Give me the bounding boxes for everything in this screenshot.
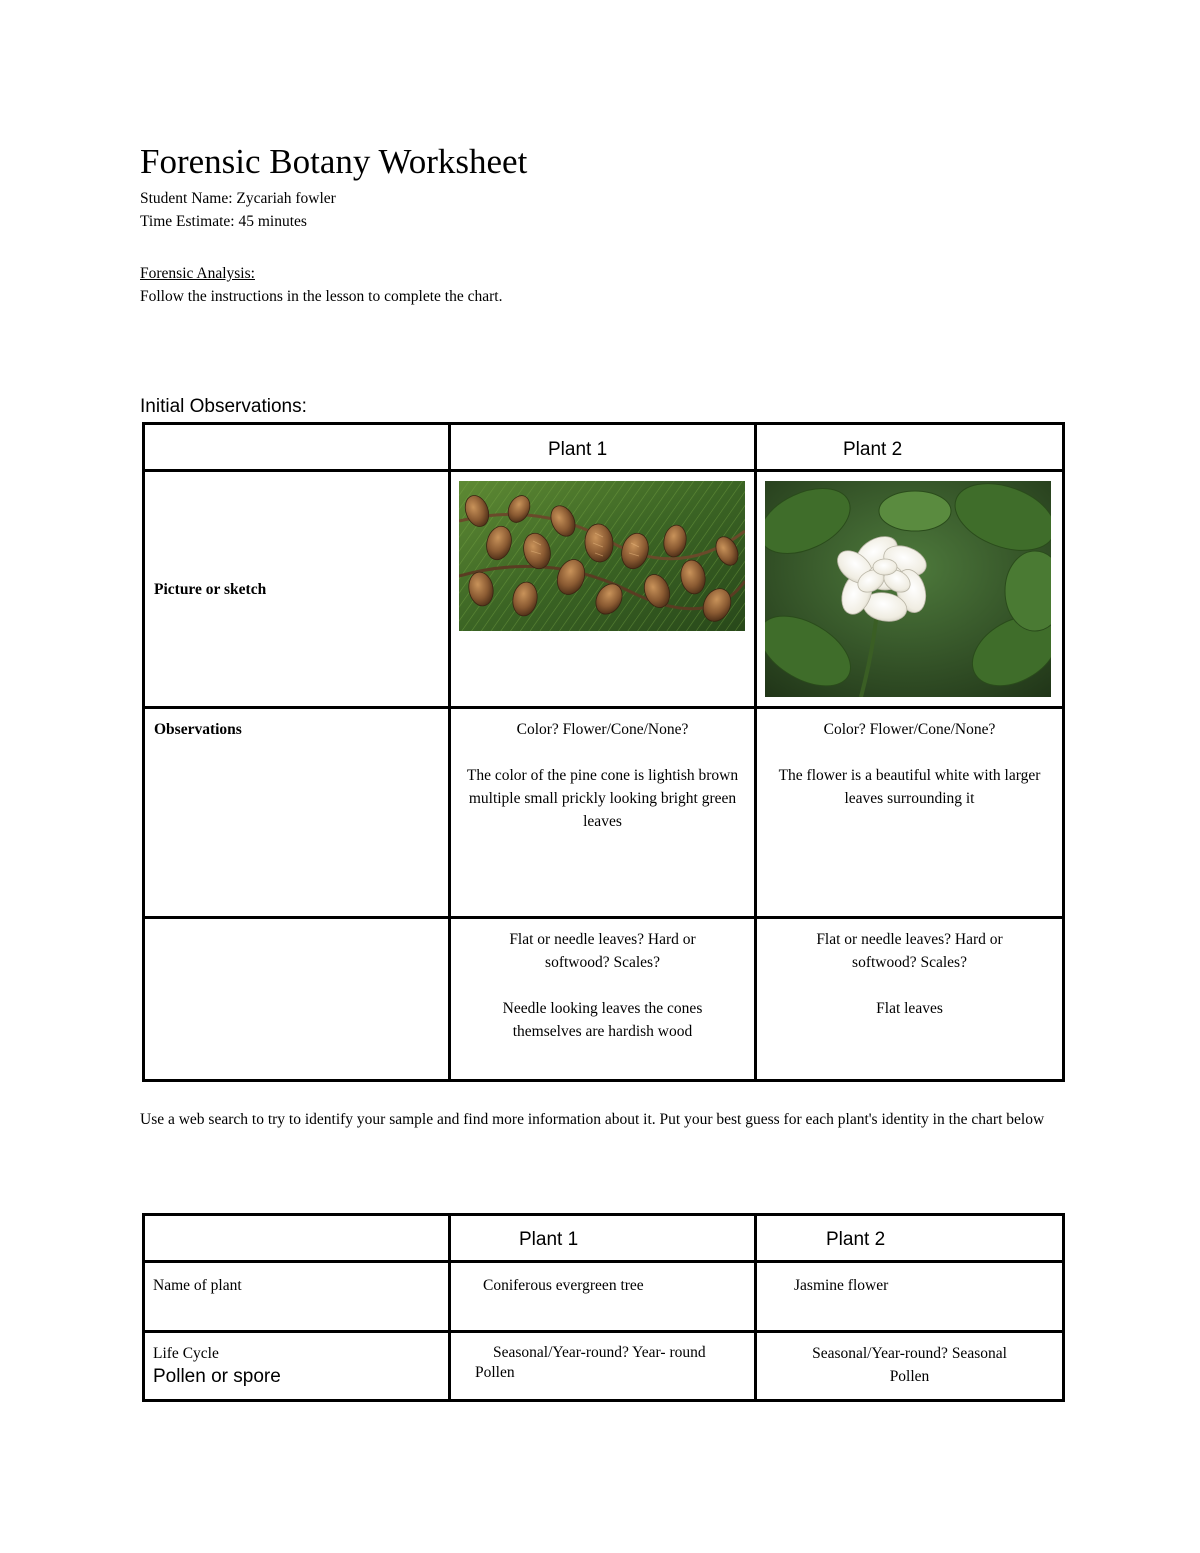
plant2-life-cycle: Seasonal/Year-round? Seasonal [812, 1345, 1007, 1362]
observations-label-cell [144, 708, 450, 918]
plant1-color-answer: The color of the pine cone is lightish brown multiple small prickly looking bright green leaves [466, 767, 739, 830]
name-row [144, 1262, 1064, 1332]
initial-observations-table [142, 422, 1065, 1082]
plant1-name: Coniferous evergreen tree [483, 1277, 644, 1294]
plant1-leaves-cell [450, 918, 756, 1081]
plant2-header: Plant 2 [843, 439, 903, 460]
name-of-plant-label: Name of plant [153, 1277, 242, 1294]
plant2-observations-cell [756, 708, 1064, 918]
plant2-leaves-answer: Flat leaves [876, 1000, 943, 1017]
plant2-name-cell [756, 1262, 1064, 1332]
analysis-instruction: Follow the instructions in the lesson to complete the chart. [140, 288, 503, 305]
plant1-picture-cell [450, 471, 756, 708]
picture-row [144, 471, 1064, 708]
initial-observations-heading: Initial Observations: [140, 396, 307, 417]
life-cycle-row [144, 1332, 1064, 1401]
empty-header-cell [144, 1215, 450, 1262]
jasmine-flower-photo [765, 481, 1051, 697]
plant2-picture-cell [756, 471, 1064, 708]
plant1-pollen: Pollen [475, 1364, 515, 1381]
identification-table [142, 1213, 1065, 1402]
table-header-row [144, 1215, 1064, 1262]
search-instruction: Use a web search to try to identify your sample and find more information about it. Put your best guess for each plant's identity in the chart below [140, 1111, 1045, 1128]
plant2-header-cell [756, 424, 1064, 471]
plant2-pollen: Pollen [889, 1368, 930, 1385]
plant1-observations-cell [450, 708, 756, 918]
forensic-analysis-label: Forensic Analysis: [140, 265, 255, 282]
pollen-or-spore-label: Pollen or spore [153, 1366, 281, 1387]
plant2-header-cell [756, 1215, 1064, 1262]
leaves-label-cell [144, 918, 450, 1081]
plant1-header: Plant 1 [519, 1229, 579, 1250]
plant1-life-cycle-cell [450, 1332, 756, 1401]
plant1-life-cycle: Seasonal/Year-round? Year- round [493, 1344, 706, 1361]
plant2-color-answer: The flower is a beautiful white with larger leaves surrounding it [778, 767, 1041, 807]
empty-header-cell [144, 424, 450, 471]
page-title: Forensic Botany Worksheet [140, 142, 528, 181]
life-cycle-label: Life Cycle [153, 1345, 219, 1362]
plant2-leaves-cell [756, 918, 1064, 1081]
pine-cone-photo [459, 481, 745, 631]
observations-row [144, 708, 1064, 918]
plant2-life-cycle-cell [756, 1332, 1064, 1401]
life-cycle-label-cell [144, 1332, 450, 1401]
picture-or-sketch-label: Picture or sketch [154, 580, 267, 598]
plant1-header: Plant 1 [548, 439, 608, 460]
table-header-row [144, 424, 1064, 471]
name-label-cell [144, 1262, 450, 1332]
plant1-header-cell [450, 424, 756, 471]
plant1-header-cell [450, 1215, 756, 1262]
plant2-header: Plant 2 [826, 1229, 886, 1250]
plant1-name-cell [450, 1262, 756, 1332]
leaves-row [144, 918, 1064, 1081]
student-name-line: Student Name: Zycariah fowler [140, 190, 336, 207]
plant1-leaves-question: Flat or needle leaves? Hard or softwood? Scales? [509, 931, 696, 971]
plant1-color-question: Color? Flower/Cone/None? [516, 721, 689, 738]
observations-label: Observations [154, 721, 242, 738]
plant2-name: Jasmine flower [794, 1277, 889, 1294]
plant1-leaves-answer: Needle looking leaves the cones themselves are hardish wood [502, 1000, 703, 1040]
plant2-leaves-question: Flat or needle leaves? Hard or softwood? Scales? [816, 931, 1003, 971]
time-estimate-line: Time Estimate: 45 minutes [140, 213, 307, 230]
picture-label-cell [144, 471, 450, 708]
plant2-color-question: Color? Flower/Cone/None? [823, 721, 996, 738]
